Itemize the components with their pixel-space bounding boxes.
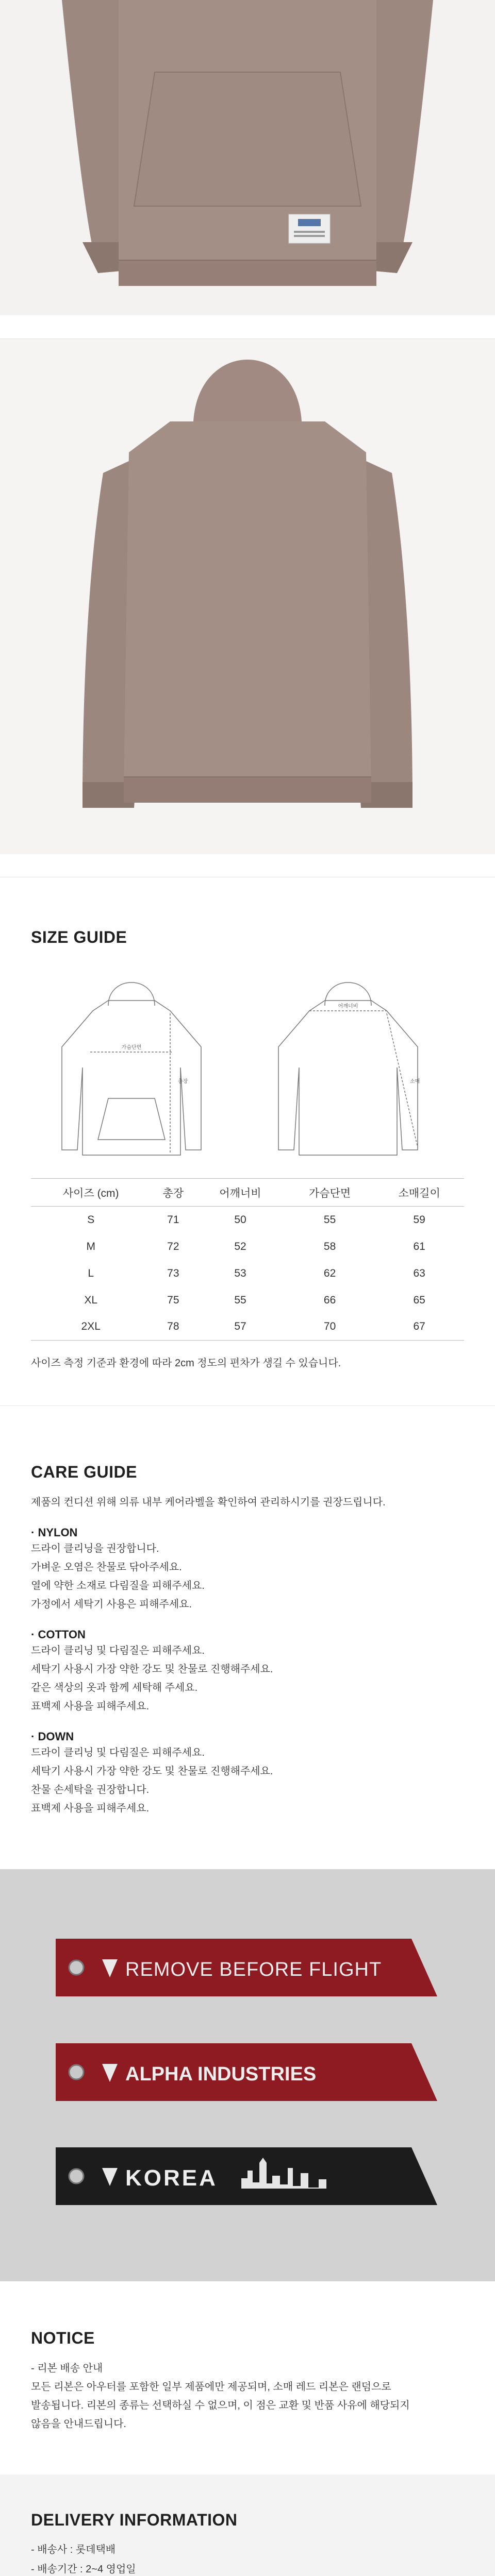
table-cell: 71	[167, 1213, 179, 1226]
table-cell: 65	[413, 1294, 425, 1306]
header-cell: 가슴단면	[285, 1179, 375, 1207]
table-cell: 73	[167, 1267, 179, 1279]
table-cell: 57	[195, 1314, 285, 1341]
care-intro: 제품의 컨디션 위해 의류 내부 케어라벨을 확인하여 관리하시기를 권장드립니다.	[31, 1497, 386, 1508]
table-cell: 72	[167, 1240, 179, 1252]
table-cell: 61	[413, 1240, 425, 1252]
notice-title: NOTICE	[31, 2329, 95, 2347]
tags-band	[0, 1869, 495, 2281]
table-row	[31, 1207, 464, 1233]
notice-line: 않음을 안내드립니다.	[31, 2418, 126, 2430]
table-row	[31, 1287, 464, 1314]
down-line: 드라이 클리닝 및 다림질은 피해주세요.	[31, 1747, 205, 1758]
notice-line: 모든 리본은 아우터를 포함한 일부 제품에만 제공되며, 소매 레드 리본은 랜덤으로	[31, 2381, 391, 2393]
table-cell: XL	[84, 1294, 98, 1306]
table-cell: 63	[413, 1267, 425, 1279]
care-guide-section	[0, 1406, 495, 1818]
nylon-line: 가벼운 오염은 찬물로 닦아주세요.	[31, 1562, 182, 1573]
svg-text:소매: 소매	[410, 1079, 420, 1084]
cotton-title: · COTTON	[31, 1628, 86, 1641]
product-photo-back	[0, 339, 495, 854]
tag-alpha-industries	[56, 2043, 437, 2101]
header-cell: 어깨너비	[195, 1179, 285, 1207]
size-guide-title: SIZE GUIDE	[31, 928, 127, 946]
delivery-title: DELIVERY INFORMATION	[31, 2511, 238, 2529]
size-guide-section	[0, 877, 495, 1372]
info-box	[0, 2475, 495, 2576]
notice-line: 발송됩니다. 리본의 종류는 선택하실 수 없으며, 이 점은 교환 및 반품 사유에 해당되지	[31, 2400, 410, 2411]
down-title: · DOWN	[31, 1730, 74, 1743]
cotton-line: 드라이 클리닝 및 다림질은 피해주세요.	[31, 1645, 205, 1656]
tag-korea	[56, 2147, 437, 2205]
table-cell: 53	[234, 1267, 246, 1279]
table-row	[31, 1260, 464, 1287]
nylon-line: 드라이 클리닝을 권장합니다.	[31, 1543, 159, 1554]
table-cell: 58	[323, 1240, 336, 1252]
delivery-line: - 배송기간 : 2~4 영업일	[31, 2564, 136, 2575]
table-cell: 59	[413, 1213, 425, 1226]
cotton-line: 표백제 사용을 피해주세요.	[31, 1701, 150, 1712]
table-cell: 78	[151, 1314, 195, 1341]
cotton-line: 같은 색상의 옷과 함께 세탁해 주세요.	[31, 1682, 198, 1693]
table-cell: 55	[234, 1294, 246, 1306]
header-cell: 소매길이	[374, 1179, 464, 1207]
table-cell: 66	[323, 1294, 336, 1306]
size-diagram	[31, 964, 464, 1171]
notice-section	[0, 2281, 495, 2433]
nylon-title: · NYLON	[31, 1526, 78, 1539]
table-cell: 55	[323, 1213, 336, 1226]
tag1-text: REMOVE BEFORE FLIGHT	[125, 1959, 382, 1980]
tag-remove-before-flight	[56, 1939, 437, 1996]
size-note: 사이즈 측정 기준과 환경에 따라 2cm 정도의 편차가 생길 수 있습니다.	[31, 1358, 341, 1369]
header-cell: 총장	[151, 1179, 195, 1207]
product-photo-front	[0, 0, 495, 315]
table-cell: 2XL	[31, 1314, 151, 1341]
down-line: 표백제 사용을 피해주세요.	[31, 1803, 150, 1814]
front-outline-icon	[62, 982, 201, 1155]
cotton-line: 세탁기 사용시 가장 약한 강도 및 찬물로 진행해주세요.	[31, 1664, 273, 1675]
table-cell: 62	[323, 1267, 336, 1279]
table-cell: 70	[285, 1314, 375, 1341]
tag2-text: ALPHA INDUSTRIES	[125, 2063, 317, 2085]
header-cell: 사이즈 (cm)	[31, 1179, 151, 1207]
tag3-text: KOREA	[125, 2165, 218, 2191]
size-table-header	[31, 1179, 464, 1207]
table-cell: L	[88, 1267, 94, 1279]
svg-text:어깨너비: 어깨너비	[338, 1004, 358, 1009]
notice-line: - 리본 배송 안내	[31, 2363, 103, 2374]
delivery-line: - 배송사 : 롯데택배	[31, 2544, 116, 2555]
nylon-line: 열에 약한 소재로 다림질을 피해주세요.	[31, 1580, 205, 1591]
nylon-line: 가정에서 세탁기 사용은 피해주세요.	[31, 1599, 192, 1610]
down-line: 세탁기 사용시 가장 약한 강도 및 찬물로 진행해주세요.	[31, 1766, 273, 1777]
table-row	[31, 1233, 464, 1260]
table-cell: 52	[234, 1240, 246, 1252]
hoodie-back-image	[0, 339, 495, 854]
size-table	[31, 1178, 464, 1341]
table-cell: S	[87, 1213, 95, 1226]
table-cell: 75	[167, 1294, 179, 1306]
care-guide-title: CARE GUIDE	[31, 1463, 137, 1481]
table-cell: M	[86, 1240, 95, 1252]
down-line: 찬물 손세탁을 권장합니다.	[31, 1784, 150, 1795]
svg-text:총장: 총장	[178, 1079, 188, 1084]
hoodie-front-image	[0, 0, 495, 315]
svg-text:가슴단면: 가슴단면	[121, 1045, 142, 1050]
table-cell: 50	[234, 1213, 246, 1226]
table-cell: 67	[374, 1314, 464, 1341]
table-row	[31, 1314, 464, 1341]
